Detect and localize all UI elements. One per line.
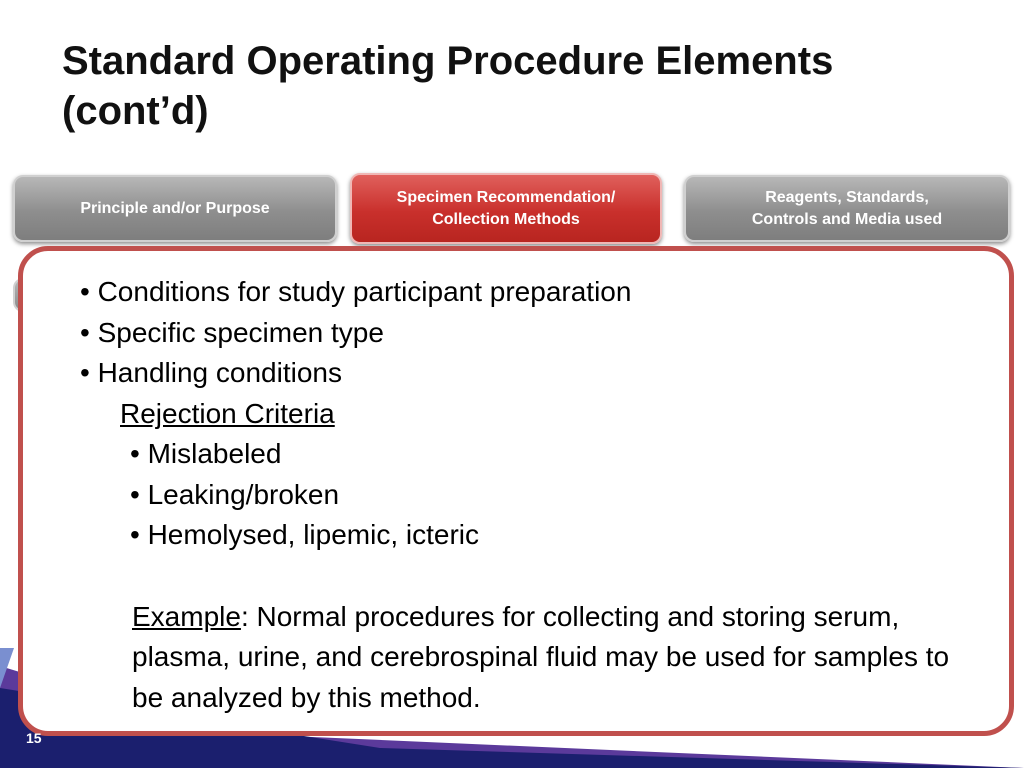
element-box-reagents[interactable]	[684, 175, 1010, 242]
slide-title-line-2: (cont’d)	[62, 89, 209, 133]
specimen-details-content	[80, 272, 980, 718]
rejection-item: • Mislabeled	[130, 438, 282, 469]
element-box-principle[interactable]	[13, 175, 337, 242]
example-paragraph	[80, 597, 972, 719]
element-box-reagents-line-2: Controls and Media used	[751, 210, 943, 228]
example-label: Example	[132, 600, 241, 632]
rejection-criteria-heading: Rejection Criteria	[120, 397, 335, 429]
page-number: 15	[26, 730, 42, 746]
slide-title-line-1: Standard Operating Procedure Elements	[62, 39, 834, 83]
bullet-item: • Handling conditions	[80, 357, 342, 388]
element-box-reagents-line-1: Reagents, Standards,	[765, 188, 929, 206]
element-box-specimen-active[interactable]	[350, 173, 662, 244]
bullet-item: • Conditions for study participant preparation	[80, 276, 632, 307]
element-box-specimen-line-2: Collection Methods	[432, 210, 580, 228]
rejection-item: • Hemolysed, lipemic, icteric	[130, 519, 480, 550]
bullet-item: • Specific specimen type	[80, 316, 384, 348]
slide-title	[62, 36, 1002, 136]
element-box-principle-label: Principle and/or Purpose	[80, 199, 270, 217]
example-text: : Normal procedures for collecting and storing serum, plasma, urine, and cerebrospinal fluid may be used for samples to be analyzed by this method.	[132, 600, 950, 713]
spacer	[80, 556, 980, 597]
element-box-specimen-line-1: Specimen Recommendation/	[396, 188, 616, 206]
rejection-item: • Leaking/broken	[130, 478, 340, 510]
